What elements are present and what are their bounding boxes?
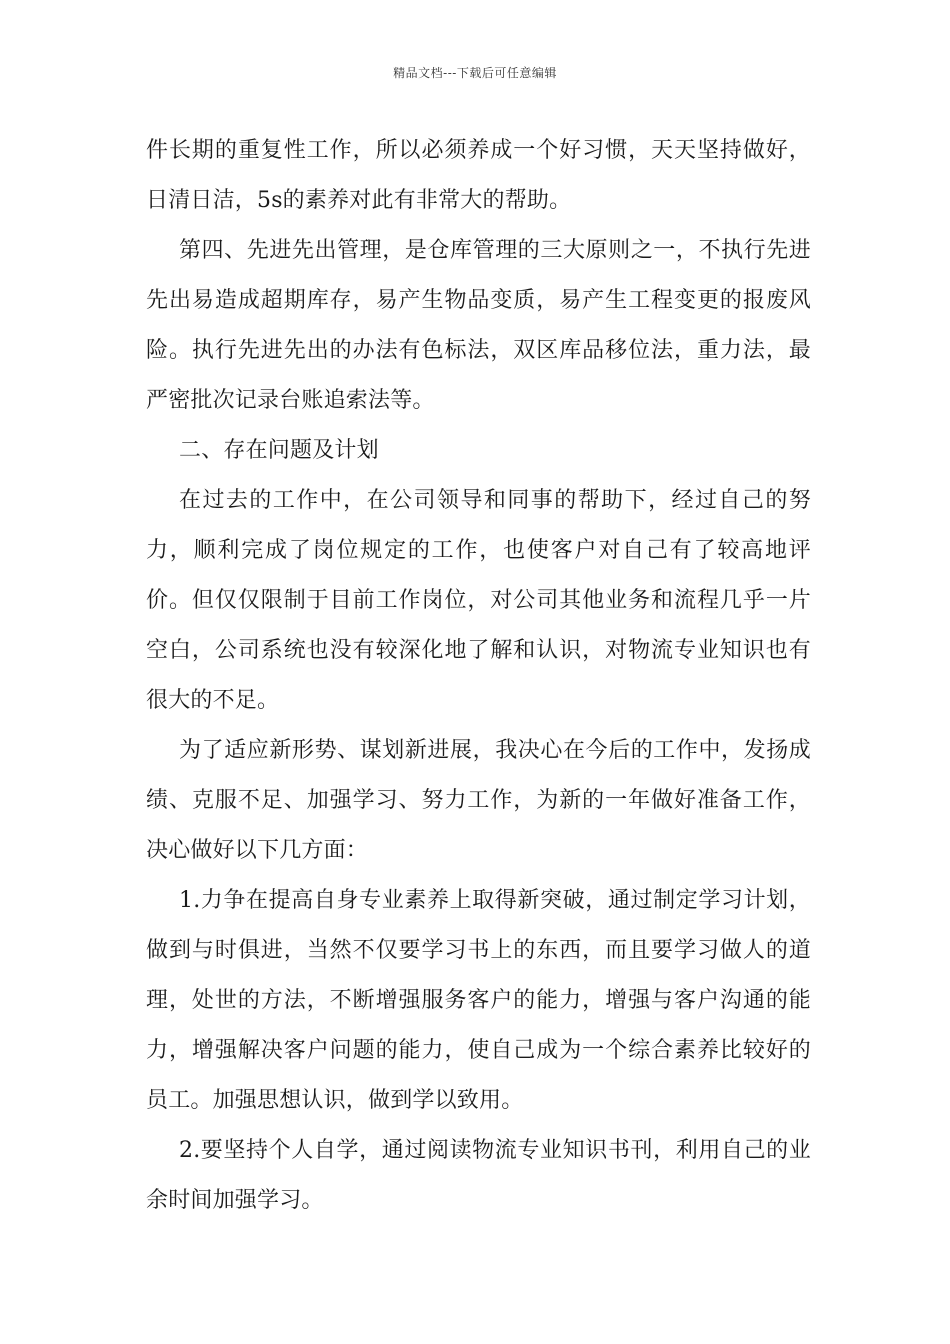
paragraph-past-work: 在过去的工作中，在公司领导和同事的帮助下，经过自己的努力，顺利完成了岗位规定的工作，也使客户对自己有了较高地评价。但仅仅限制于目前工作岗位，对公司其他业务和流程几乎一片空白，公司系统也没有较深化地了解和认识，对物流专业知识也有很大的不足。 (146, 488, 811, 713)
page-header: 精品文档---下载后可任意编辑 (393, 66, 557, 80)
list-item-1: 1.力争在提高自身专业素养上取得新突破，通过制定学习计划，做到与时俱进，当然不仅要学习书上的东西，而且要学习做人的道理，处世的方法，不断增强服务客户的能力，增强与客户沟通的能力，增强解决客户问题的能力，使自己成为一个综合素养比较好的员工。加强思想认识，做到学以致用。 (146, 888, 811, 1113)
document-body (146, 126, 811, 1226)
list-item-2: 2.要坚持个人自学，通过阅读物流专业知识书刊，利用自己的业余时间加强学习。 (146, 1138, 811, 1213)
paragraph-continuation: 件长期的重复性工作，所以必须养成一个好习惯，天天坚持做好，日清日洁，5s的素养对此有非常大的帮助。 (146, 138, 811, 213)
paragraph-fifo-management: 第四、先进先出管理，是仓库管理的三大原则之一，不执行先进先出易造成超期库存，易产生物品变质，易产生工程变更的报废风险。执行先进先出的办法有色标法，双区库品移位法，重力法，最严密批次记录台账追索法等。 (146, 238, 811, 413)
paragraph-resolution: 为了适应新形势、谋划新进展，我决心在今后的工作中，发扬成绩、克服不足、加强学习、努力工作，为新的一年做好准备工作，决心做好以下几方面： (146, 738, 811, 863)
section-heading-problems-plan: 二、存在问题及计划 (179, 438, 379, 463)
